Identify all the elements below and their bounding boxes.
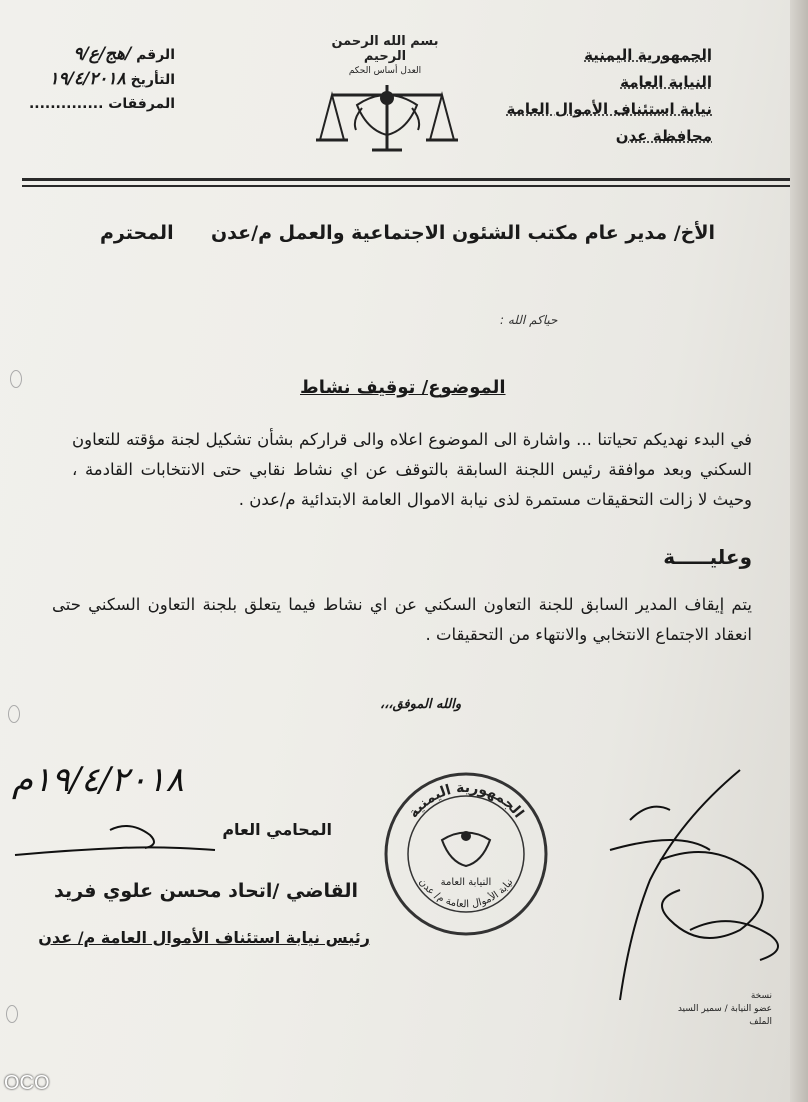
greeting: حياكم الله : — [500, 313, 558, 327]
copy-file: الملف — [749, 1017, 772, 1027]
attachments-label: المرفقات — [108, 96, 175, 112]
copy-note — [678, 990, 772, 1029]
ref-row — [25, 42, 175, 67]
ref-label: الرقم — [136, 47, 175, 63]
watermark-text: OCO — [4, 1072, 50, 1094]
respected-label: المحترم — [100, 222, 174, 244]
signature-scribble-icon — [590, 760, 800, 1010]
punch-hole — [10, 370, 22, 388]
header-line-2: النيابة العامة — [620, 73, 712, 91]
closing-phrase: والله الموفق،،، — [380, 697, 462, 712]
official-seal-icon — [382, 770, 550, 938]
header-authority — [506, 42, 712, 150]
signatory-role: رئيس نيابة استئناف الأموال العامة م/ عدن — [38, 928, 370, 947]
addressee: الأخ/ مدير عام مكتب الشئون الاجتماعية والعمل م/عدن — [210, 222, 715, 244]
subject-line: الموضوع/ توقيف نشاط — [300, 377, 506, 398]
copy-label: نسخة — [750, 991, 772, 1001]
signatory-name: القاضي /اتحاد محسن علوي فريد — [54, 880, 358, 902]
letter-body: في البدء نهديكم تحياتنا ... واشارة الى الموضوع اعلاه والى قراركم بشأن تشكيل لجنة مؤقته للتعاون السكني وبعد موافقة رئيس اللجنة السابقة بالتوقف عن اي نشاط نقابي حتى الانتخابات القادمة ، وحيث لا زالت التحقيقات مستمرة لذى نيابة الاموال العامة الابتدائية م/عدن . — [72, 430, 752, 509]
date-row — [25, 67, 175, 92]
motto-text: العدل أساس الحكم — [348, 66, 422, 76]
copy-recipient: عضو النيابة / سمير السيد — [677, 1004, 772, 1014]
header-line-3: نيابة استئناف الأموال العامة — [506, 100, 712, 118]
signature-stroke-icon — [10, 810, 230, 870]
basmala-text: بسم الله الرحمن الرحيم — [331, 34, 439, 64]
signatory-title: المحامي العام — [222, 820, 332, 839]
header-line-4: محافظة عدن — [615, 127, 712, 145]
header-line-1: الجمهورية اليمنية — [584, 46, 712, 64]
therefore-heading: وعليـــــة — [663, 545, 752, 569]
handwritten-date: ١٩/٤/٢٠١٨م — [12, 760, 184, 800]
paper-stack-edge — [790, 0, 808, 1102]
header-divider — [22, 178, 792, 181]
date-label: التأريخ — [130, 72, 175, 88]
seal-outer-text: الجمهورية اليمنية — [405, 779, 527, 822]
punch-hole — [6, 1005, 18, 1023]
header-reference — [25, 42, 175, 116]
seal-inner-text: النيابة العامة — [440, 877, 492, 888]
header-divider-thin — [22, 185, 792, 187]
punch-hole — [8, 705, 20, 723]
attachments-row: المرفقات .............. — [28, 96, 175, 112]
ref-value: /هج/ع/٩ — [73, 44, 132, 64]
scales-eagle-emblem-icon — [312, 30, 462, 160]
date-value: ١٩/٤/٢٠١٨ — [49, 69, 126, 89]
decision-text: يتم إيقاف المدير السابق للجنة التعاون السكني عن اي نشاط فيما يتعلق بلجنة التعاون السكني حتى انعقاد الاجتماع الانتخابي والانتهاء من التحقيقات . — [52, 595, 752, 644]
seal-bottom-text: نيابة الأموال العامة م/ عدن — [416, 876, 516, 911]
